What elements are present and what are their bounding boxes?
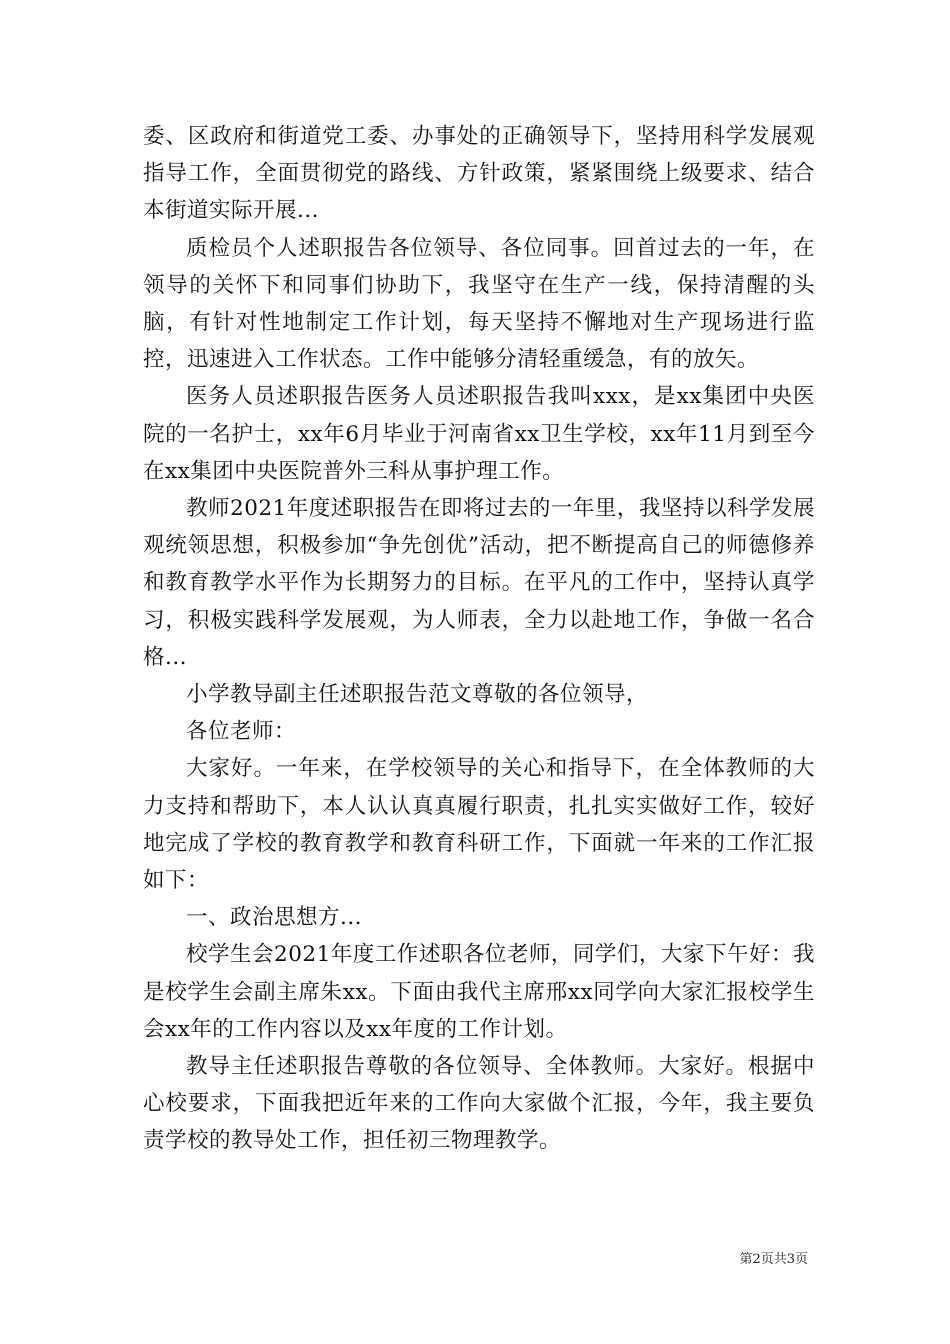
document-body xyxy=(143,118,815,1160)
paragraph-8: 一、政治思想方... xyxy=(186,905,363,931)
paragraph-7: 大家好。一年来，在学校领导的关心和指导下，在全体教师的大力支持和帮助下，本人认认真真履行职责，扎扎实实做好工作，较好地完成了学校的教育教学和教育科研工作，下面就一年来的工作汇报如下： xyxy=(143,756,815,894)
paragraph-9: 校学生会2021年度工作述职各位老师，同学们，大家下午好：我是校学生会副主席朱xx。下面由我代主席邢xx同学向大家汇报校学生会xx年的工作内容以及xx年度的工作计划。 xyxy=(143,942,815,1042)
page-number-footer: 第2页共3页 xyxy=(739,1252,808,1267)
paragraph-3: 医务人员述职报告医务人员述职报告我叫xxx，是xx集团中央医院的一名护士，xx年6月毕业于河南省xx卫生学校，xx年11月到至今在xx集团中央医院普外三科从事护理工作。 xyxy=(143,384,815,484)
paragraph-5: 小学教导副主任述职报告范文尊敬的各位领导， xyxy=(186,682,649,708)
paragraph-4: 教师2021年度述职报告在即将过去的一年里，我坚持以科学发展观统领思想，积极参加“争先创优”活动，把不断提高自己的师德修养和教育教学水平作为长期努力的目标。在平凡的工作中，坚持认真学习，积极实践科学发展观，为人师表，全力以赴地工作，争做一名合格... xyxy=(143,496,815,670)
paragraph-2: 质检员个人述职报告各位领导、各位同事。回首过去的一年，在领导的关怀下和同事们协助下，我坚守在生产一线，保持清醒的头脑，有针对性地制定工作计划，每天坚持不懈地对生产现场进行监控，迅速进入工作状态。工作中能够分清轻重缓急，有的放矢。 xyxy=(143,235,815,373)
paragraph-10: 教导主任述职报告尊敬的各位领导、全体教师。大家好。根据中心校要求，下面我把近年来的工作向大家做个汇报，今年，我主要负责学校的教导处工作，担任初三物理教学。 xyxy=(143,1054,815,1154)
paragraph-6: 各位老师： xyxy=(186,719,297,745)
paragraph-1: 委、区政府和街道党工委、办事处的正确领导下，坚持用科学发展观指导工作，全面贯彻党的路线、方针政策，紧紧围绕上级要求、结合本街道实际开展... xyxy=(143,124,815,224)
